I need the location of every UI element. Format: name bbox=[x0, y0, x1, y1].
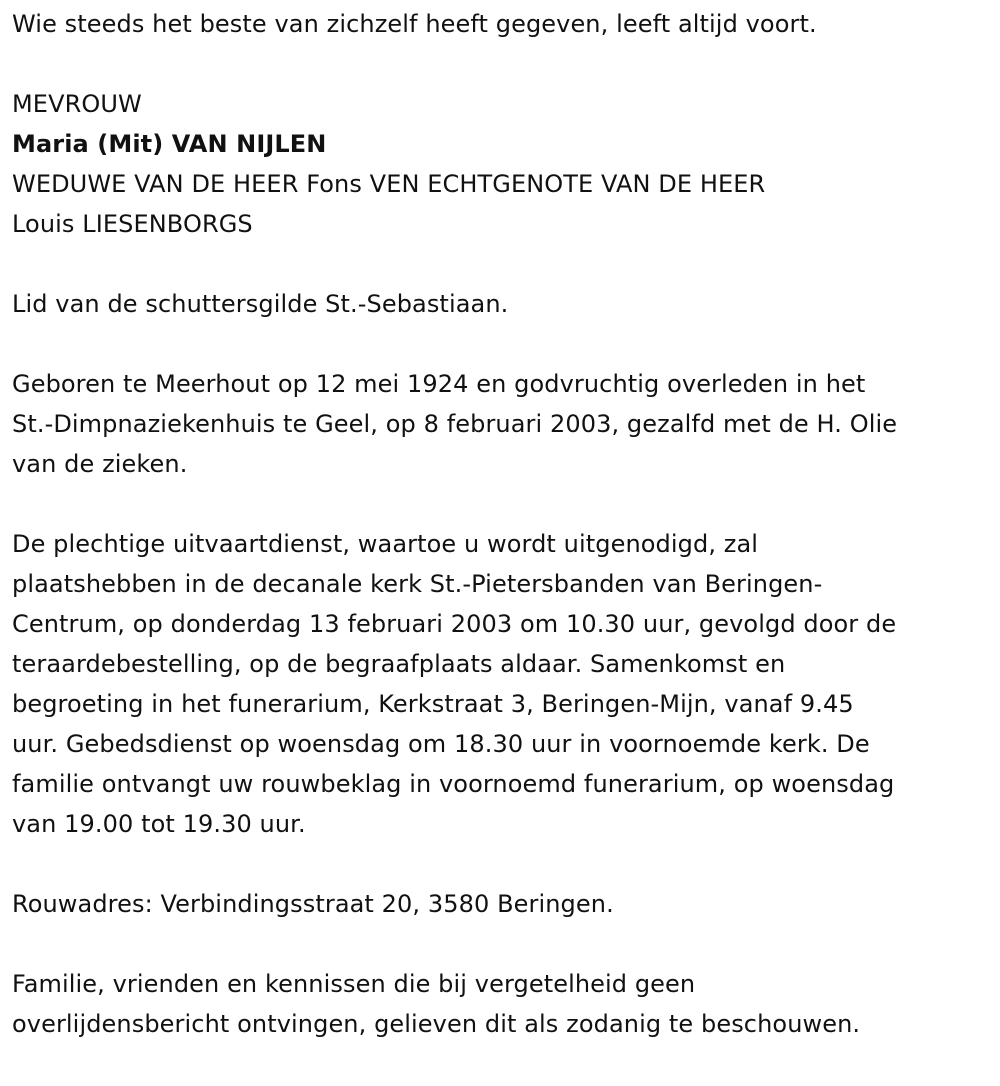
paragraph-line: familie ontvangt uw rouwbeklag in voornoemd funerarium, op woensdag bbox=[12, 770, 895, 798]
birth-death-paragraph bbox=[12, 364, 992, 484]
paragraph-line: van 19.00 tot 19.30 uur. bbox=[12, 810, 306, 838]
paragraph-line: Centrum, op donderdag 13 februari 2003 om 10.30 uur, gevolgd door de bbox=[12, 610, 897, 638]
mourning-address: Rouwadres: Verbindingsstraat 20, 3580 Beringen. bbox=[12, 890, 614, 918]
obituary-document bbox=[12, 4, 992, 1044]
membership: Lid van de schuttersgilde St.-Sebastiaan. bbox=[12, 290, 509, 318]
title-prefix: MEVROUW bbox=[12, 90, 142, 118]
paragraph-line: Familie, vrienden en kennissen die bij vergetelheid geen bbox=[12, 970, 696, 998]
spacer bbox=[12, 484, 992, 524]
relation-line-2: Louis LIESENBORGS bbox=[12, 210, 253, 238]
paragraph-line: van de zieken. bbox=[12, 450, 188, 478]
spacer bbox=[12, 844, 992, 884]
motto: Wie steeds het beste van zichzelf heeft gegeven, leeft altijd voort. bbox=[12, 10, 817, 38]
paragraph-line: plaatshebben in de decanale kerk St.-Pietersbanden van Beringen- bbox=[12, 570, 823, 598]
paragraph-line: overlijdensbericht ontvingen, gelieven dit als zodanig te beschouwen. bbox=[12, 1010, 861, 1038]
deceased-name: Maria (Mit) VAN NIJLEN bbox=[12, 130, 327, 158]
spacer bbox=[12, 924, 992, 964]
spacer bbox=[12, 324, 992, 364]
paragraph-line: uur. Gebedsdienst op woensdag om 18.30 uur in voornoemde kerk. De bbox=[12, 730, 870, 758]
paragraph-line: Geboren te Meerhout op 12 mei 1924 en godvruchtig overleden in het bbox=[12, 370, 866, 398]
relation-line-1: WEDUWE VAN DE HEER Fons VEN ECHTGENOTE VAN DE HEER bbox=[12, 170, 766, 198]
funeral-paragraph bbox=[12, 524, 992, 844]
paragraph-line: De plechtige uitvaartdienst, waartoe u wordt uitgenodigd, zal bbox=[12, 530, 759, 558]
paragraph-line: teraardebestelling, op de begraafplaats aldaar. Samenkomst en bbox=[12, 650, 786, 678]
spacer bbox=[12, 44, 992, 84]
paragraph-line: begroeting in het funerarium, Kerkstraat 3, Beringen-Mijn, vanaf 9.45 bbox=[12, 690, 854, 718]
closing-paragraph bbox=[12, 964, 992, 1044]
spacer bbox=[12, 244, 992, 284]
paragraph-line: St.-Dimpnaziekenhuis te Geel, op 8 februari 2003, gezalfd met de H. Olie bbox=[12, 410, 898, 438]
